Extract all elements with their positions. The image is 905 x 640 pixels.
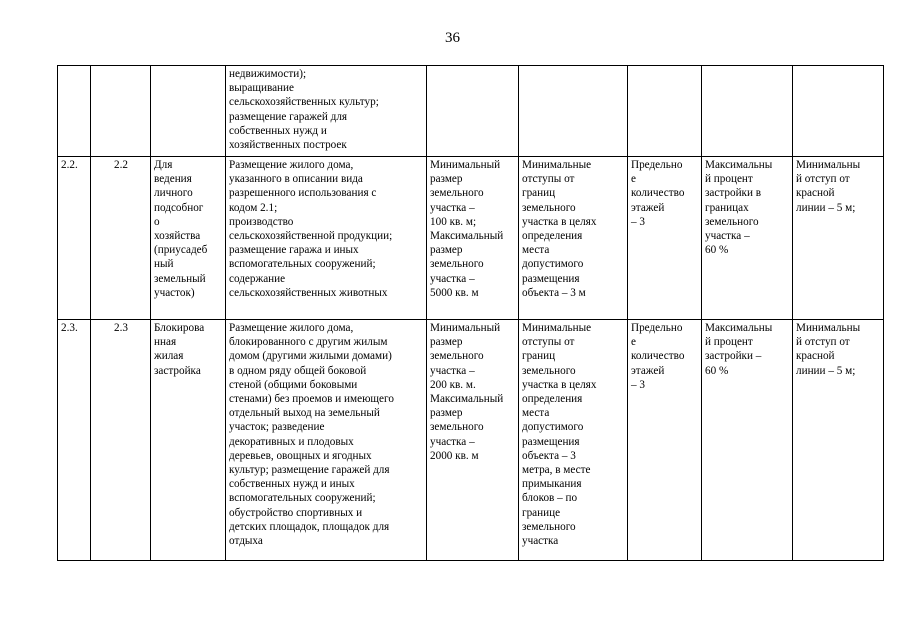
- cell-text-line: земельного: [522, 520, 576, 533]
- cell-text-line: содержание: [229, 272, 286, 285]
- cell-text-line: линии – 5 м;: [796, 201, 856, 214]
- cell-text-line: определения: [522, 230, 583, 243]
- setbacks-cell: [519, 66, 628, 157]
- cell-text-line: й процент: [705, 336, 753, 349]
- cell-text-line: Предельно: [631, 322, 683, 334]
- zoning-table: [57, 65, 884, 561]
- cell-text-line: – 3: [631, 215, 645, 228]
- cell-text-line: нная: [154, 336, 177, 349]
- cell-text-line: й процент: [705, 173, 753, 186]
- cell-text-line: застройки в: [705, 187, 762, 200]
- table-row: [58, 157, 884, 320]
- cell-text-line: линии – 5 м;: [796, 364, 856, 377]
- cell-text-line: Минимальные: [522, 322, 592, 334]
- cell-text-line: земельного: [430, 350, 484, 363]
- cell-text-line: Минимальный: [430, 159, 501, 171]
- floors-limit-cell: [628, 66, 702, 157]
- cell-text-line: личного: [154, 187, 193, 200]
- cell-text-line: 60 %: [705, 364, 729, 377]
- plot-size-cell: [427, 320, 519, 561]
- cell-text-line: количество: [631, 350, 685, 363]
- cell-text-line: производство: [229, 215, 294, 228]
- cell-text-line: земельного: [430, 258, 484, 271]
- cell-text-line: участок): [154, 286, 195, 299]
- cell-text-line: отступы от: [522, 336, 575, 349]
- cell-text-line: деревьев, овощных и ягодных: [229, 449, 372, 462]
- cell-text-line: указанного в описании вида: [229, 173, 363, 186]
- cell-text-line: блоков – по: [522, 492, 578, 505]
- cell-text-line: этажей: [631, 364, 665, 377]
- row-number-cell: [58, 66, 91, 157]
- cell-text-line: 5000 кв. м: [430, 286, 479, 299]
- use-description-cell: [226, 320, 427, 561]
- cell-text-line: й отступ от: [796, 336, 850, 349]
- cell-text-line: земельного: [430, 421, 484, 434]
- cell-text-line: детских площадок, площадок для: [229, 520, 390, 533]
- cell-text-line: подсобног: [154, 201, 204, 214]
- cell-text-line: собственных нужд и: [229, 124, 327, 137]
- cell-text-line: ный: [154, 258, 174, 271]
- plot-size-cell: [427, 157, 519, 320]
- cell-text-line: о: [154, 215, 160, 228]
- cell-text-line: собственных нужд и иных: [229, 478, 355, 491]
- use-description-cell: [226, 66, 427, 157]
- use-name-cell: [151, 320, 226, 561]
- cell-text-line: участка –: [705, 230, 750, 243]
- cell-text-line: допустимого: [522, 421, 584, 434]
- cell-text-line: выращивание: [229, 82, 294, 95]
- cell-text-line: размер: [430, 336, 463, 349]
- cell-text-line: границ: [522, 187, 556, 200]
- cell-text-line: размещения: [522, 435, 580, 448]
- row-number-cell: 2.2.: [58, 157, 91, 320]
- cell-text-line: размещение гаражей для: [229, 110, 348, 123]
- cell-text-line: Максимальный: [430, 230, 504, 243]
- cell-text-line: вспомогательных сооружений;: [229, 492, 376, 505]
- cell-text-line: участка –: [430, 201, 475, 214]
- setbacks-cell: [519, 157, 628, 320]
- cell-text-line: Блокирова: [154, 322, 205, 334]
- cell-text-line: Минимальны: [796, 159, 861, 171]
- cell-text-line: объекта – 3 м: [522, 286, 586, 299]
- page-number: 36: [445, 30, 460, 46]
- cell-text-line: й отступ от: [796, 173, 850, 186]
- cell-text-line: е: [631, 173, 636, 186]
- cell-text-line: 60 %: [705, 244, 729, 257]
- cell-text-line: места: [522, 244, 550, 257]
- cell-text-line: культур; размещение гаражей для: [229, 464, 390, 477]
- cell-text-line: Минимальный: [430, 322, 501, 334]
- cell-text-line: красной: [796, 187, 835, 200]
- cell-text-line: размещения: [522, 272, 580, 285]
- cell-text-line: земельного: [430, 187, 484, 200]
- cell-text-line: размер: [430, 244, 463, 257]
- red-line-setback-cell: [793, 157, 884, 320]
- cell-text-line: кодом 2.1;: [229, 201, 278, 214]
- cell-text-line: ведения: [154, 173, 192, 186]
- cell-text-line: метра, в месте: [522, 464, 591, 477]
- floors-limit-cell: [628, 157, 702, 320]
- cell-text-line: обустройство спортивных и: [229, 506, 363, 519]
- cell-text-line: Размещение жилого дома,: [229, 159, 354, 171]
- red-line-setback-cell: [793, 66, 884, 157]
- coverage-limit-cell: [702, 320, 793, 561]
- red-line-setback-cell: [793, 320, 884, 561]
- cell-text-line: отдыха: [229, 535, 263, 548]
- cell-text-line: жилая: [154, 350, 184, 363]
- cell-text-line: (приусадеб: [154, 244, 208, 257]
- cell-text-line: границ: [522, 350, 556, 363]
- cell-text-line: Предельно: [631, 159, 683, 171]
- cell-text-line: застройка: [154, 364, 201, 377]
- cell-text-line: размер: [430, 173, 463, 186]
- cell-text-line: Максимальный: [430, 393, 504, 406]
- use-code-cell: 2.2: [91, 157, 151, 320]
- cell-text-line: участок; разведение: [229, 421, 325, 434]
- cell-text-line: Размещение жилого дома,: [229, 322, 354, 334]
- use-name-cell: [151, 157, 226, 320]
- cell-text-line: места: [522, 407, 550, 420]
- cell-text-line: отступы от: [522, 173, 575, 186]
- cell-text-line: Минимальные: [522, 159, 592, 171]
- cell-text-line: домом (другими жилыми домами): [229, 350, 392, 363]
- setbacks-cell: [519, 320, 628, 561]
- cell-text-line: отдельный выход на земельный: [229, 407, 380, 420]
- table-row: [58, 66, 884, 157]
- cell-text-line: земельный: [154, 272, 206, 285]
- cell-text-line: земельного: [522, 364, 576, 377]
- cell-text-line: красной: [796, 350, 835, 363]
- cell-text-line: в одном ряду общей боковой: [229, 364, 367, 377]
- cell-text-line: Максимальны: [705, 322, 773, 334]
- cell-text-line: участка в целях: [522, 215, 597, 228]
- cell-text-line: примыкания: [522, 478, 582, 491]
- cell-text-line: застройки –: [705, 350, 762, 363]
- cell-text-line: декоративных и плодовых: [229, 435, 354, 448]
- cell-text-line: е: [631, 336, 636, 349]
- cell-text-line: границах: [705, 201, 749, 214]
- cell-text-line: стенами) без проемов и имеющего: [229, 393, 394, 406]
- cell-text-line: недвижимости);: [229, 68, 307, 80]
- cell-text-line: земельного: [705, 215, 759, 228]
- cell-text-line: сельскохозяйственных животных: [229, 286, 388, 299]
- use-code-cell: 2.3: [91, 320, 151, 561]
- cell-text-line: 2000 кв. м: [430, 449, 479, 462]
- cell-text-line: Для: [154, 159, 173, 171]
- coverage-limit-cell: [702, 66, 793, 157]
- cell-text-line: определения: [522, 393, 583, 406]
- floors-limit-cell: [628, 320, 702, 561]
- use-name-cell: [151, 66, 226, 157]
- cell-text-line: участка: [522, 535, 559, 548]
- cell-text-line: 100 кв. м;: [430, 215, 477, 228]
- cell-text-line: границе: [522, 506, 561, 519]
- cell-text-line: блокированного с другим жилым: [229, 336, 388, 349]
- cell-text-line: сельскохозяйственных культур;: [229, 96, 379, 109]
- cell-text-line: участка –: [430, 435, 475, 448]
- cell-text-line: допустимого: [522, 258, 584, 271]
- cell-text-line: земельного: [522, 201, 576, 214]
- cell-text-line: вспомогательных сооружений;: [229, 258, 376, 271]
- cell-text-line: размер: [430, 407, 463, 420]
- cell-text-line: стеной (общими боковыми: [229, 378, 358, 391]
- use-code-cell: [91, 66, 151, 157]
- cell-text-line: Максимальны: [705, 159, 773, 171]
- plot-size-cell: [427, 66, 519, 157]
- cell-text-line: сельскохозяйственной продукции;: [229, 230, 393, 243]
- cell-text-line: участка –: [430, 272, 475, 285]
- row-number-cell: 2.3.: [58, 320, 91, 561]
- cell-text-line: объекта – 3: [522, 449, 576, 462]
- cell-text-line: участка в целях: [522, 378, 597, 391]
- cell-text-line: размещение гаража и иных: [229, 244, 359, 257]
- cell-text-line: – 3: [631, 378, 645, 391]
- cell-text-line: разрешенного использования с: [229, 187, 377, 200]
- cell-text-line: участка –: [430, 364, 475, 377]
- cell-text-line: количество: [631, 187, 685, 200]
- use-description-cell: [226, 157, 427, 320]
- cell-text-line: этажей: [631, 201, 665, 214]
- cell-text-line: Минимальны: [796, 322, 861, 334]
- table-row: [58, 320, 884, 561]
- cell-text-line: хозяйства: [154, 230, 201, 243]
- cell-text-line: хозяйственных построек: [229, 139, 347, 152]
- cell-text-line: 200 кв. м.: [430, 378, 476, 391]
- coverage-limit-cell: [702, 157, 793, 320]
